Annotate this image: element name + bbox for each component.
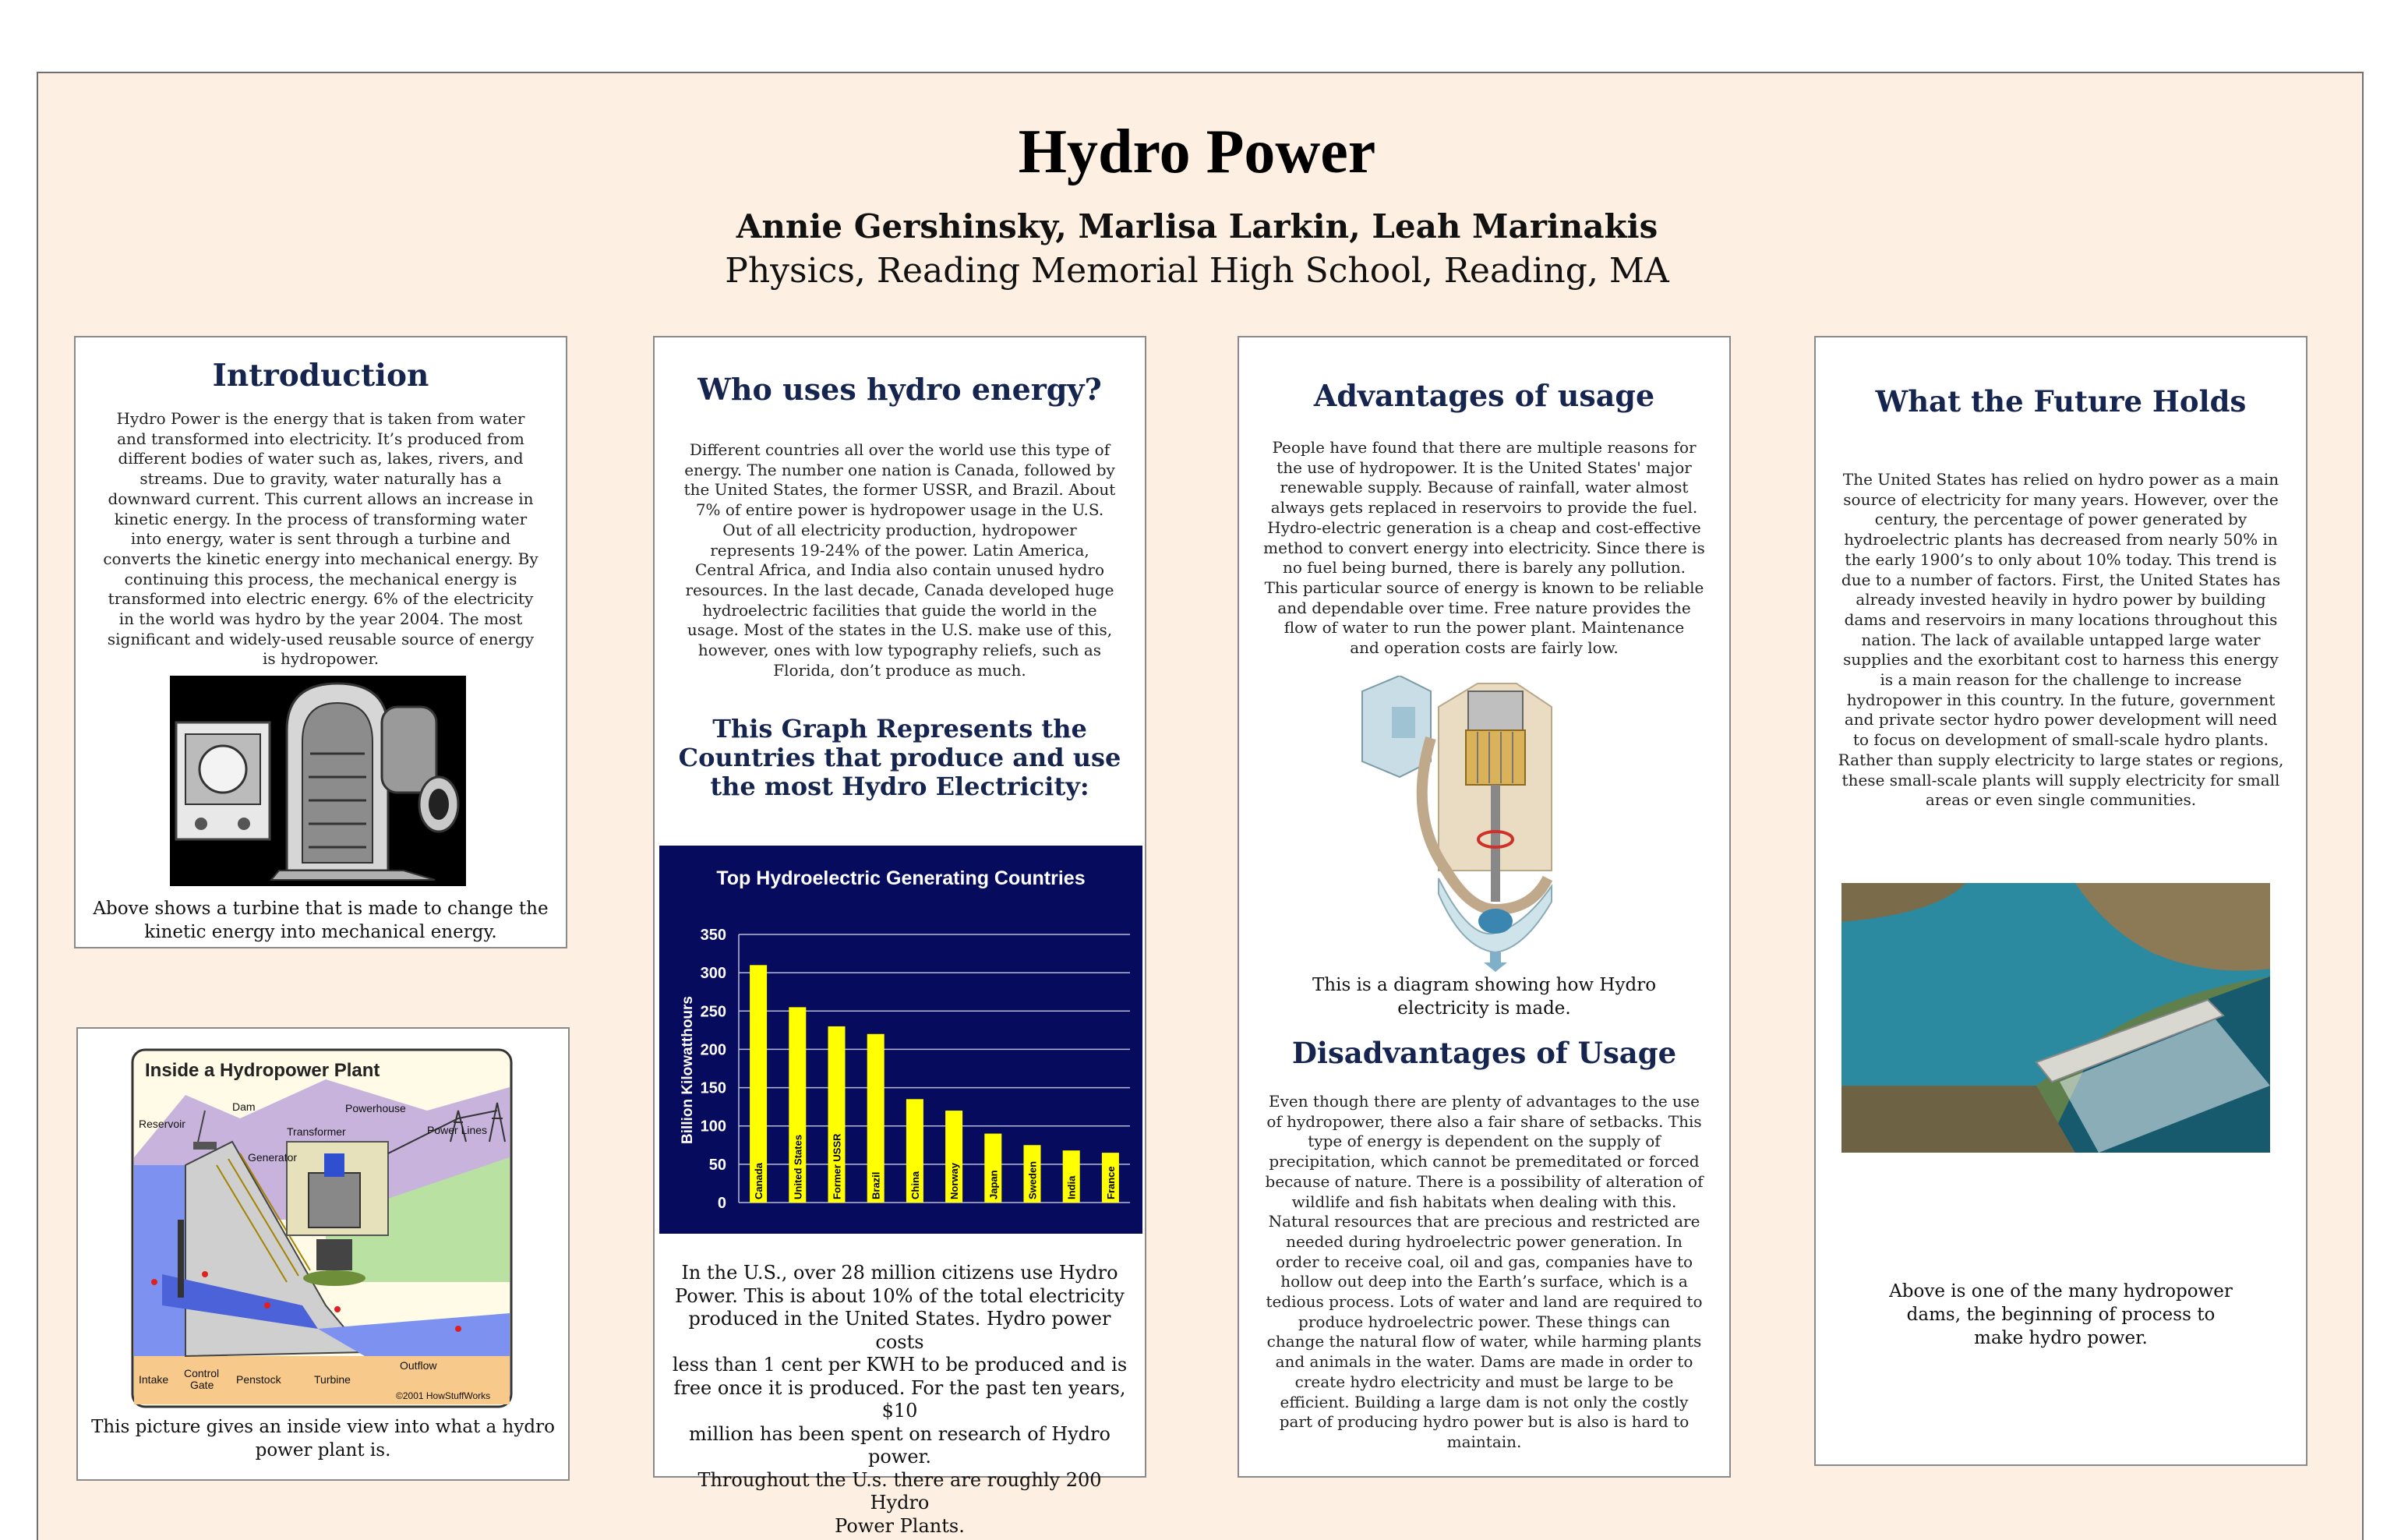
introduction-caption: Above shows a turbine that is made to change the kinetic energy into mechanical energy. bbox=[93, 899, 549, 942]
advantages-caption: This is a diagram showing how Hydro electricity is made. bbox=[1312, 975, 1657, 1019]
who-uses-bottom-text: In the U.S., over 28 million citizens use Hydro Power. This is about 10% of the total electricity produced in the United States. Hydro power costs less than 1 cent per KWH to be produced and is free once it is produced. For the past ten years, $10 million has been spent on research of Hydro power. Throughout the U.s. there are roughly 200 Hydro Power Plants. bbox=[672, 1262, 1128, 1537]
introduction-text: Hydro Power is the energy that is taken from water and transformed into electricity. It’s produced from different bodies of water such as, lakes, rivers, and streams. Due to gravity, water naturally has a downward current. This current allows an increase in kinetic energy. In the process of transforming water into energy, water is sent through a turbine and converts the kinetic energy into mechanical energy. By continuing this process, the mechanical energy is transformed into electric energy. 6% of the electricity in the world was hydro by the year 2004. The most significant and widely-used reusable source of energy is hydropower. bbox=[103, 409, 538, 669]
future-heading: What the Future Holds bbox=[1875, 384, 2247, 419]
advantages-text: People have found that there are multiple reasons for the use of hydropower. It is the United States' major renewable supply. Because of rainfall, water almost always gets replaced in reservoirs to provide the fuel. Hydro-electric generation is a cheap and cost-effective method to convert energy into electricity. Since there is no fuel being burned, there is barely any pollution. This particular source of energy is known to be reliable and dependable over time. Free nature provides the flow of water to run the power plant. Maintenance and operation costs are fairly low. bbox=[1263, 438, 1705, 658]
label-turbine: Turbine bbox=[314, 1373, 351, 1386]
poster-authors: Annie Gershinsky, Marlisa Larkin, Leah Marinakis bbox=[736, 207, 1658, 245]
chart-y-axis-label: Billion Kilowatthours bbox=[680, 996, 696, 1144]
label-outflow: Outflow bbox=[400, 1359, 437, 1372]
who-uses-heading: Who uses hydro energy? bbox=[697, 372, 1102, 407]
who-uses-panel bbox=[653, 336, 1146, 1537]
label-generator: Generator bbox=[248, 1151, 298, 1164]
future-text: The United States has relied on hydro power as a main source of electricity for many years. However, over the century, the percentage of power generated by hydroelectric plants has decreased from nearly 50% in the early 1900’s to only about 10% today. This trend is due to a number of factors. First, the United States has already invested heavily in hydro power by building dams and reservoirs in many locations throughout this nation. The lack of available untapped large water supplies and the exorbitant cost to harness this energy is a main reason for the challenge to increase hydropower in this country. In the future, government and private sector hydro power development will need to focus on development of small-scale hydro plants. Rather than supply electricity to large states or regions, these small-scale plants will supply electricity for small areas or even single communities. bbox=[1838, 470, 2284, 810]
chart-title: Top Hydroelectric Generating Countries bbox=[716, 867, 1086, 889]
chart-category-label: Brazil bbox=[870, 1171, 882, 1199]
advantages-panel bbox=[1238, 336, 1731, 1478]
chart-category-label: Sweden bbox=[1026, 1160, 1039, 1199]
poster-title: Hydro Power bbox=[1018, 118, 1376, 186]
chart-category-label: Canada bbox=[753, 1163, 765, 1199]
label-power-lines: Power Lines bbox=[427, 1124, 488, 1136]
chart-y-tick-label: 150 bbox=[700, 1079, 726, 1097]
chart-y-tick-label: 300 bbox=[700, 965, 726, 983]
chart-category-label: Former USSR bbox=[831, 1133, 843, 1199]
turbine-photo bbox=[170, 676, 466, 886]
label-control-gate: Control bbox=[184, 1367, 220, 1379]
graph-heading: This Graph Represents the Countries that produce and use the most Hydro Electricity: bbox=[678, 714, 1121, 801]
dam-aerial-photo bbox=[1841, 883, 2270, 1153]
label-powerhouse: Powerhouse bbox=[345, 1102, 406, 1114]
chart-category-label: China bbox=[909, 1171, 921, 1199]
advantages-heading: Advantages of usage bbox=[1313, 378, 1655, 413]
hydropower-plant-diagram bbox=[131, 1048, 513, 1408]
introduction-panel bbox=[74, 336, 567, 948]
plant-diagram-panel bbox=[76, 1027, 570, 1481]
chart-category-label: United States bbox=[792, 1134, 804, 1199]
chart-y-tick-label: 350 bbox=[700, 927, 726, 944]
introduction-heading: Introduction bbox=[212, 358, 429, 394]
chart-y-tick-label: 250 bbox=[700, 1003, 726, 1021]
label-dam: Dam bbox=[232, 1100, 256, 1113]
chart-y-tick-label: 200 bbox=[700, 1041, 726, 1059]
label-intake: Intake bbox=[139, 1373, 169, 1386]
future-panel bbox=[1814, 336, 2307, 1466]
chart-category-label: Norway bbox=[948, 1163, 961, 1199]
plant-diagram-title: Inside a Hydropower Plant bbox=[145, 1060, 380, 1081]
label-control-gate-2: Gate bbox=[190, 1379, 214, 1391]
diagram-copyright: ©2001 HowStuffWorks bbox=[396, 1390, 491, 1401]
hydro-generator-diagram bbox=[1361, 676, 1594, 972]
plant-caption: This picture gives an inside view into what a hydro power plant is. bbox=[91, 1417, 555, 1461]
chart-category-label: France bbox=[1104, 1166, 1117, 1199]
label-penstock: Penstock bbox=[236, 1373, 281, 1386]
label-transformer: Transformer bbox=[287, 1125, 346, 1138]
future-caption: Above is one of the many hydropower dams, the beginning of process to make hydro power. bbox=[1889, 1281, 2233, 1348]
chart-y-tick-label: 0 bbox=[717, 1195, 726, 1212]
disadvantages-text: Even though there are plenty of advantages to the use of hydropower, there also a fair share of setbacks. This type of energy is dependent on the supply of precipitation, which cannot be premeditated or forced because of nature. There is a possibility of alteration of wildlife and fish habitats when dealing with this. Natural resources that are precious and restricted are needed during hydroelectric power generation. In order to receive coal, oil and gas, companies have to hollow out deep into the Earth’s surface, which is a tedious process. Lots of water and land are required to produce hydroelectric power. These things can change the natural flow of water, while harming plants and animals in the water. Dams are made in order to create hydro electricity and must be large to be efficient. Building a large dam is not only the costly part of producing hydro power but is also is hard to maintain. bbox=[1265, 1092, 1704, 1451]
chart-y-tick-label: 100 bbox=[700, 1118, 726, 1136]
chart-y-tick-label: 50 bbox=[708, 1156, 726, 1174]
hydro-generation-bar-chart bbox=[659, 846, 1142, 1234]
chart-category-label: India bbox=[1065, 1175, 1078, 1199]
disadvantages-heading: Disadvantages of Usage bbox=[1291, 1036, 1677, 1070]
poster-affiliation: Physics, Reading Memorial High School, Reading, MA bbox=[725, 251, 1669, 291]
who-uses-text: Different countries all over the world use this type of energy. The number one nation is Canada, followed by the United States, the former USSR, and Brazil. About 7% of entire power is hydropower usage in the U.S. Out of all electricity production, hydropower represents 19-24% of the power. Latin America, Central Africa, and India also contain unused hydro resources. In the last decade, Canada developed huge hydroelectric facilities that guide the world in the usage. Most of the states in the U.S. make use of this, however, ones with low typography reliefs, such as Florida, don’t produce as much. bbox=[683, 440, 1116, 680]
chart-category-label: Japan bbox=[987, 1170, 1000, 1199]
label-reservoir: Reservoir bbox=[139, 1118, 185, 1130]
